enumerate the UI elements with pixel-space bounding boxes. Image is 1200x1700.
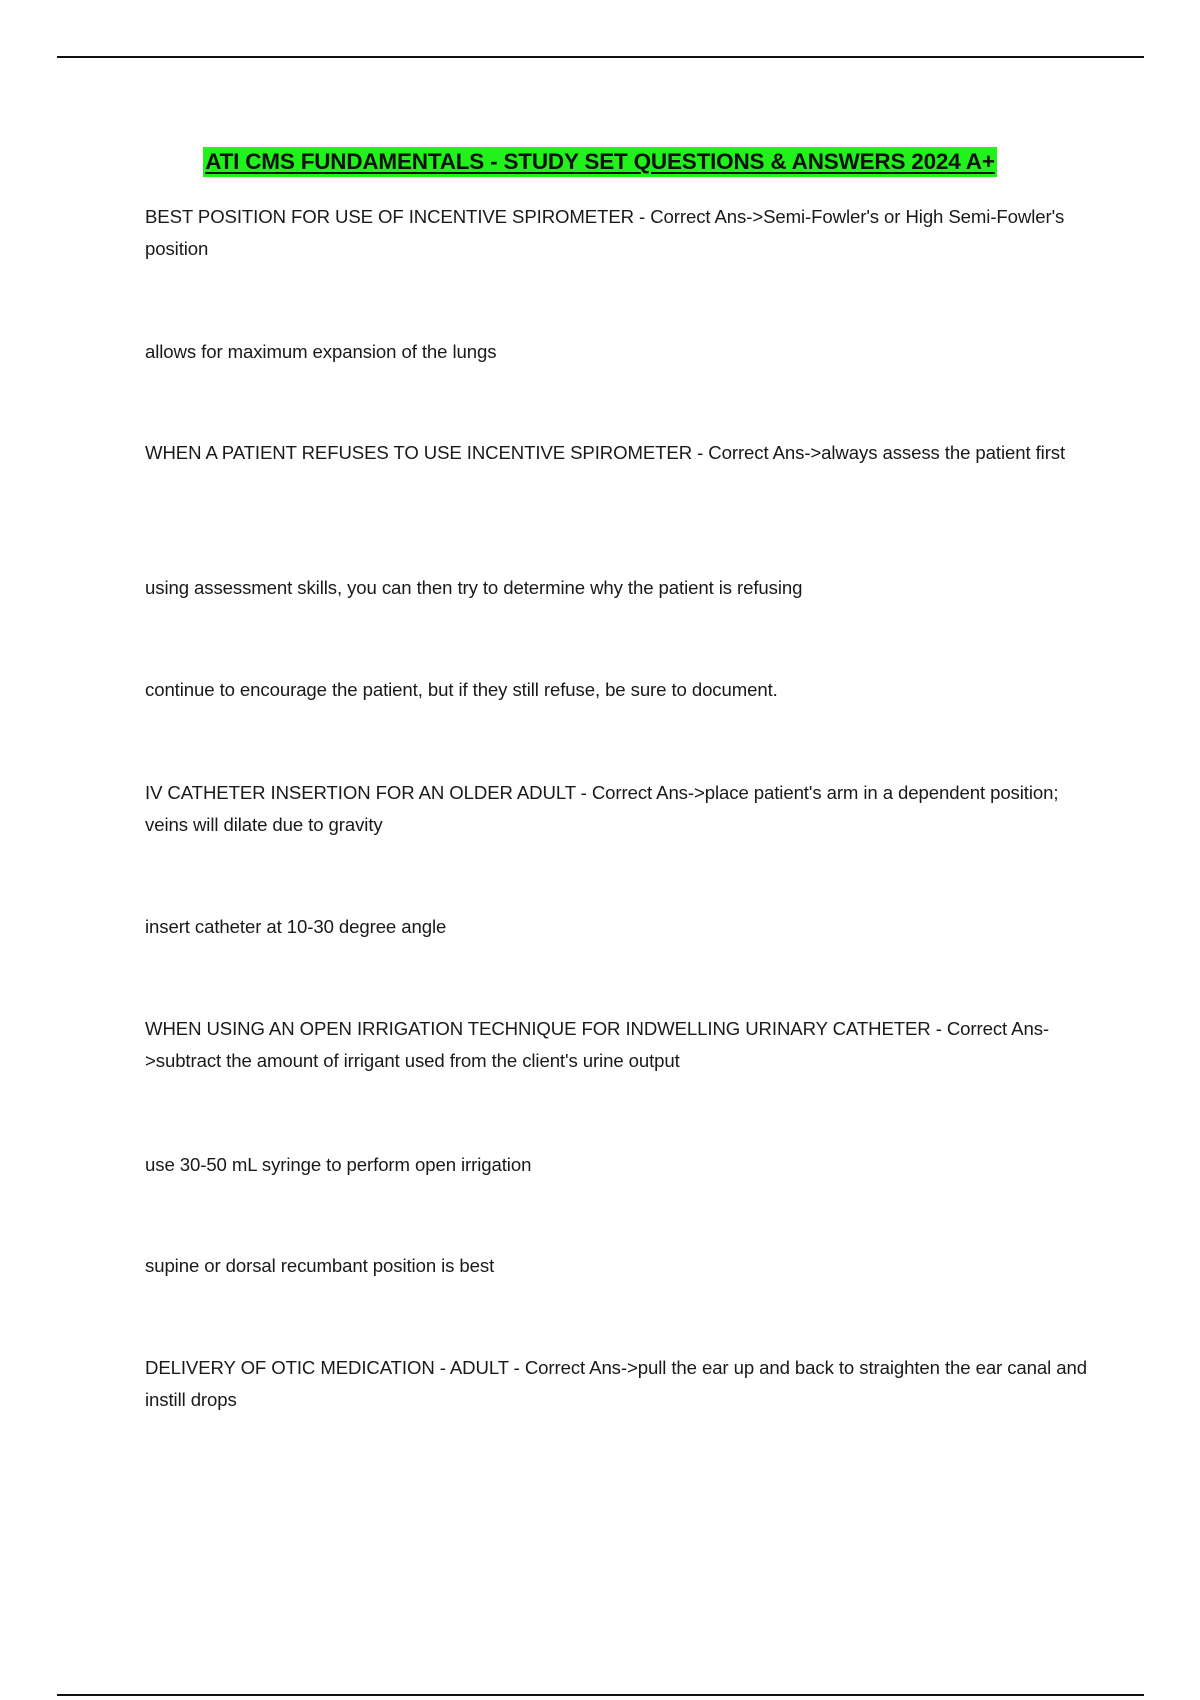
- paragraph-syringe: use 30-50 mL syringe to perform open irrigation: [145, 1154, 532, 1175]
- paragraph-open-irrigation: WHEN USING AN OPEN IRRIGATION TECHNIQUE FOR INDWELLING URINARY CATHETER - Correct Ans->subtract the amount of irrigant used from the client's urine output: [145, 1018, 1049, 1071]
- top-rule: [57, 56, 1144, 58]
- paragraph-otic-medication: DELIVERY OF OTIC MEDICATION - ADULT - Correct Ans->pull the ear up and back to straighten the ear canal and instill drops: [145, 1357, 1087, 1410]
- bottom-rule: [57, 1694, 1144, 1696]
- title-container: [0, 147, 1200, 177]
- paragraph-patient-refuses: WHEN A PATIENT REFUSES TO USE INCENTIVE SPIROMETER - Correct Ans->always assess the patient first: [145, 442, 1066, 463]
- paragraph-lung-expansion: allows for maximum expansion of the lungs: [145, 341, 497, 362]
- paragraph-encourage-document: continue to encourage the patient, but if they still refuse, be sure to document.: [145, 679, 778, 700]
- paragraph-spirometer-position: BEST POSITION FOR USE OF INCENTIVE SPIROMETER - Correct Ans->Semi-Fowler's or High Semi-Fowler's position: [145, 206, 1065, 259]
- document-title: ATI CMS FUNDAMENTALS - STUDY SET QUESTIONS & ANSWERS 2024 A+: [203, 147, 997, 177]
- paragraph-catheter-angle: insert catheter at 10-30 degree angle: [145, 916, 447, 937]
- paragraph-iv-catheter: IV CATHETER INSERTION FOR AN OLDER ADULT - Correct Ans->place patient's arm in a dependent position; veins will dilate due to gravity: [145, 782, 1059, 835]
- paragraph-assessment-skills: using assessment skills, you can then try to determine why the patient is refusing: [145, 577, 803, 598]
- paragraph-supine-position: supine or dorsal recumbant position is best: [145, 1255, 495, 1276]
